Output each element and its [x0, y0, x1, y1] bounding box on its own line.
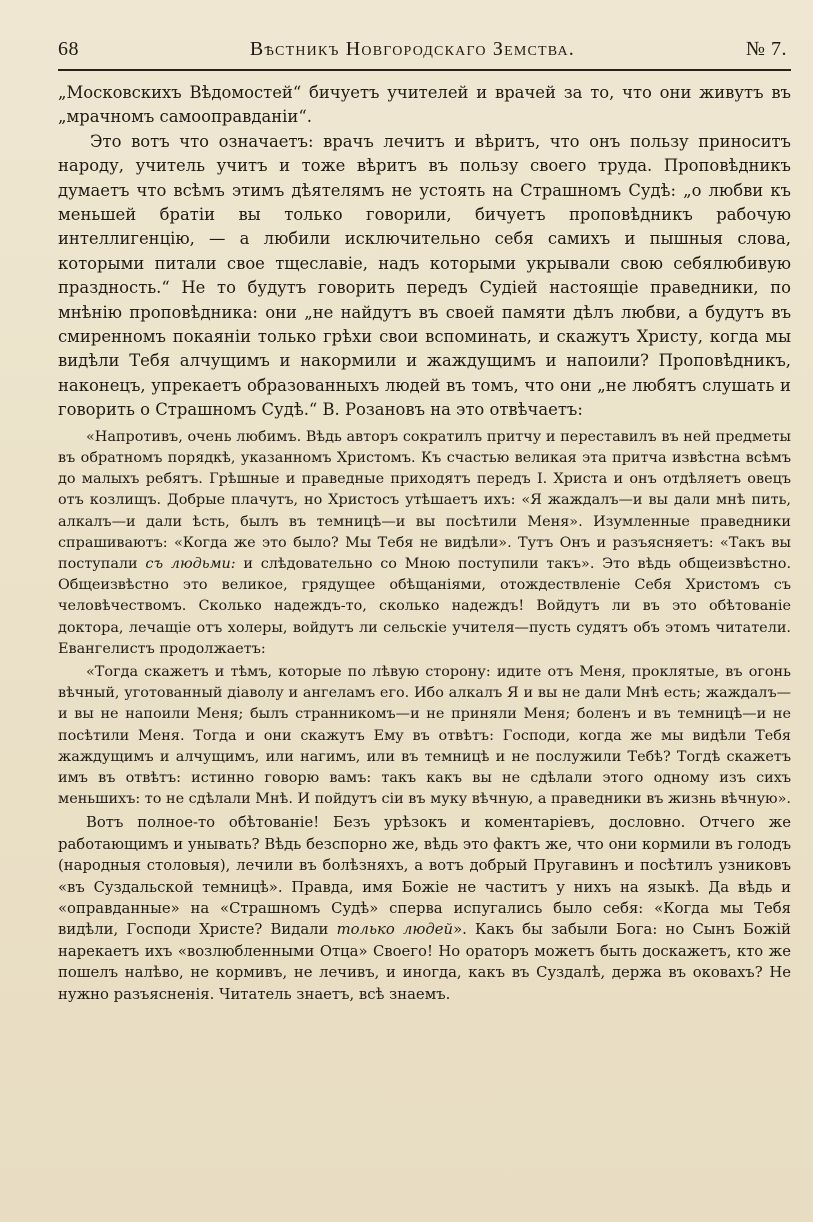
- paragraph-continuation: „Московскихъ Вѣдомостей“ бичуетъ учителей и врачей за то, что они живутъ въ „мрачномъ самооправданiи“.: [58, 83, 791, 127]
- journal-title: Вѣстникъ Новгородскаго Земства.: [249, 38, 575, 60]
- header-rule: [58, 69, 791, 71]
- closing-text-b: ». Какъ бы забыли Бога: но Сынъ Божiй нарекаетъ ихъ «возлюбленными Отца» Своего! Но ораторъ можетъ быть доскажетъ, кто же пошелъ налѣво, не кормивъ, не лечивъ, и иногда, какъ въ Суздалѣ, держа въ оковахъ? Не нужно разъясненiя. Читатель знаетъ, всѣ знаемъ.: [58, 921, 791, 1003]
- closing-emphasis: только людей: [336, 921, 454, 939]
- closing-text: [58, 812, 791, 1005]
- quote-text-a: «Напротивъ, очень любимъ. Вѣдь авторъ сократилъ притчу и переставилъ въ ней предметы въ обратномъ порядкѣ, указанномъ Христомъ. Къ счастью великая эта притча извѣстна всѣмъ до малыхъ ребятъ. Грѣшные и праведные приходятъ передъ I. Христа и онъ отдѣляетъ овецъ отъ козлищъ. Добрые плачутъ, но Христосъ утѣшаетъ ихъ: «Я жаждалъ—и вы дали мнѣ пить, алкалъ—и дали ѣсть, былъ въ темницѣ—и вы посѣтили Меня». Изумленные праведники спрашиваютъ: «Когда же это было? Мы Тебя не видѣли». Тутъ Онъ и разъясняетъ: «Такъ вы поступали: [58, 428, 791, 572]
- rozanov-quote: [58, 427, 791, 811]
- quote-text-b: и слѣдовательно со Мною поступили такъ». Это вѣдь общеизвѣстно. Общеизвѣстно это великое, грядущее обѣщанiями, отождествленiе Себя Христомъ съ человѣчествомъ. Сколько надеждъ-то, сколько надеждъ! Войдутъ ли въ это обѣтованiе доктора, лечащiе отъ холеры, войдутъ ли сельскiе учителя—пусть судятъ объ этомъ читатели. Евангелистъ продолжаетъ:: [58, 555, 792, 657]
- running-header: [58, 38, 791, 63]
- quote-emphasis: съ людьми:: [145, 555, 236, 572]
- closing-paragraph: [58, 812, 791, 1005]
- page-number: 68: [58, 38, 79, 60]
- quote-paragraph-1: [58, 427, 791, 660]
- quote-paragraph-2: «Тогда скажетъ и тѣмъ, которые по лѣвую сторону: идите отъ Меня, проклятые, въ огонь вѣчный, уготованный дiаволу и ангеламъ его. Ибо алкалъ Я и вы не дали Мнѣ есть; жаждалъ—и вы не напоили Меня; былъ странникомъ—и не приняли Меня; боленъ и въ темницѣ—и не посѣтили Меня. Тогда и они скажутъ Ему въ отвѣтъ: Господи, когда же мы видѣли Тебя жаждущимъ и алчущимъ, или нагимъ, или въ темницѣ и не послужили Тебѣ? Тогдѣ скажетъ имъ въ отвѣтъ: истинно говорю вамъ: такъ какъ вы не сдѣлали этого одному изъ сихъ меньшихъ: то не сдѣлали Мнѣ. И пойдутъ сiи въ муку вѣчную, а праведники въ жизнь вѣчную».: [58, 663, 791, 808]
- closing-text-a: Вотъ полное-то обѣтованiе! Безъ урѣзокъ и коментарiевъ, дословно. Отчего же работающимъ и унывать? Вѣдь безспорно же, вѣдь это фактъ же, что они кормили въ голодъ (народныя столовыя), лечили въ болѣзняхъ, а вотъ добрый Пругавинъ и посѣтилъ узниковъ «въ Суздальской темницѣ». Правда, имя Божiе не частитъ у нихъ на языкѣ. Да вѣдь и «оправданные» на «Страшномъ Судѣ» сперва испугались было себя: «Когда мы Тебя видѣли, Господи Христе? Видали: [58, 814, 791, 939]
- main-text: [58, 81, 791, 423]
- issue-number: № 7.: [745, 38, 787, 60]
- paragraph-rozanov-intro: Это вотъ что означаетъ: врачъ лечитъ и вѣритъ, что онъ пользу приноситъ народу, учитель учитъ и тоже вѣритъ въ пользу своего труда. Проповѣдникъ думаетъ что всѣмъ этимъ дѣятелямъ не устоять на Страшномъ Судѣ: „о любви къ меньшей братiи вы только говорили, бичуетъ проповѣдникъ рабочую интеллигенцiю, — а любили исключительно себя самихъ и пышныя слова, которыми питали свое тщеславiе, надъ которыми укрывали свою себялюбивую праздность.“ Не то будутъ говорить передъ Судiей настоящiе праведники, по мнѣнiю проповѣдника: они „не найдутъ въ своей памяти дѣлъ любви, а будутъ въ смиренномъ покаянiи только грѣхи свои вспоминать, и скажутъ Христу, когда мы видѣли Тебя алчущимъ и накормили и жаждущимъ и напоили? Проповѣдникъ, наконецъ, упрекаетъ образованныхъ людей въ томъ, что они „не любятъ слушать и говорить о Страшномъ Судѣ.“ В. Розановъ на это отвѣчаетъ:: [58, 131, 791, 420]
